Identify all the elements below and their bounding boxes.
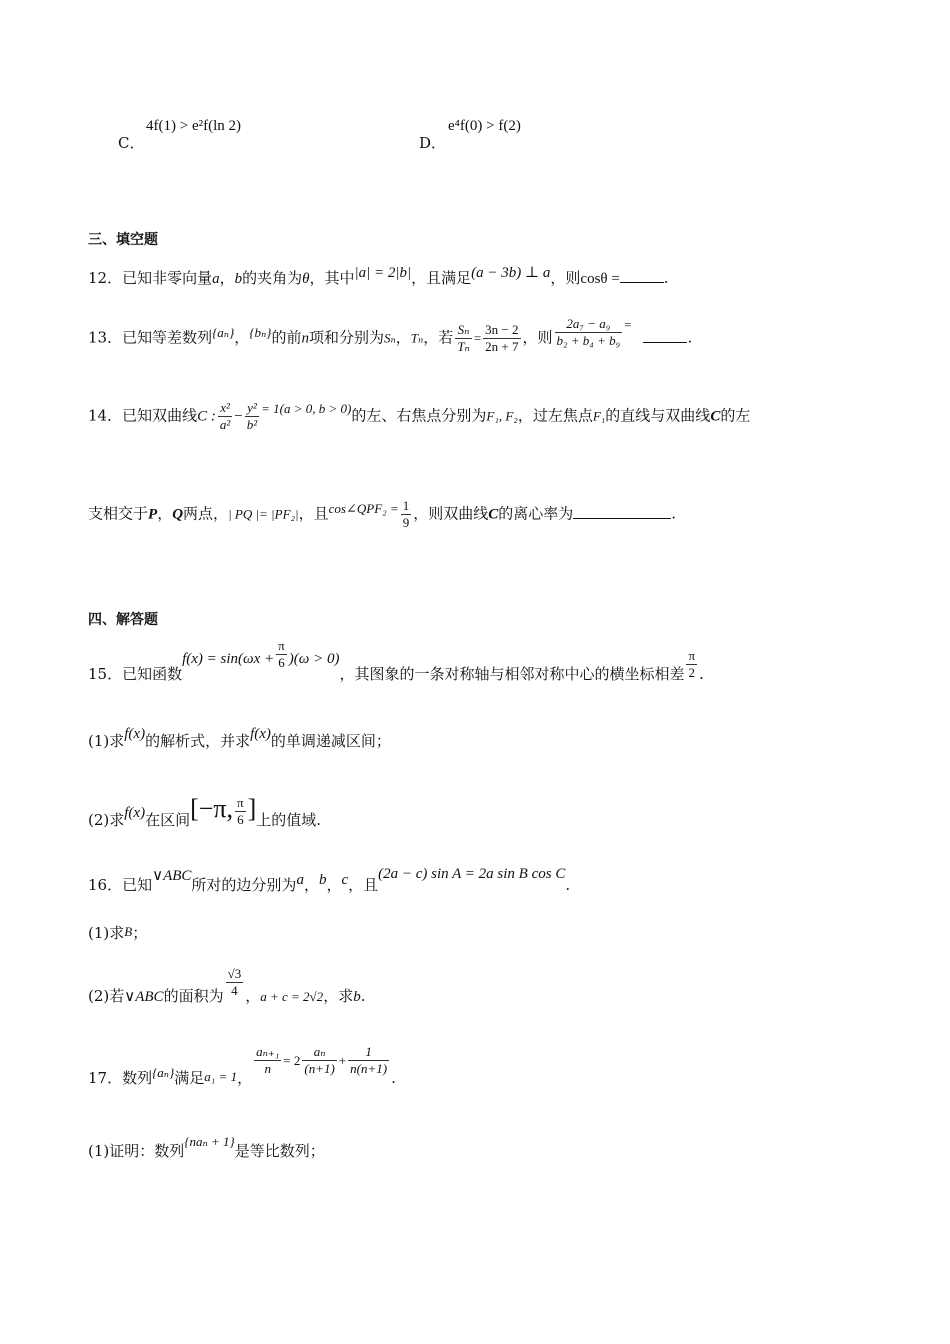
q16-c: c (341, 872, 349, 888)
q13-seq-b: {bₙ} (249, 324, 272, 340)
q14-foci: F₁, F₂ (486, 408, 518, 424)
q12-text: 已知非零向量 (122, 269, 213, 287)
q17-middle-fraction (302, 1044, 336, 1077)
q17-r-num: 1 (348, 1044, 389, 1061)
q15-p1-text: (1)求 (88, 732, 125, 750)
q14-P: P (148, 506, 158, 523)
q12-vector-b: b (234, 271, 243, 287)
q15-p1-text: 的单调递减区间； (270, 732, 391, 750)
q15-six: 6 (278, 655, 285, 670)
q13-Tn: Tₙ (410, 330, 424, 346)
q16-B: B (124, 924, 133, 939)
q15-part-2 (88, 780, 322, 829)
q16-equation: (2a − c) sin A = 2a sin B cos C (378, 866, 566, 882)
q12-text: ，则 (550, 269, 581, 287)
q13-query-fraction (555, 316, 623, 349)
q13-ratio-fraction (455, 322, 472, 355)
q15-pi: π (278, 638, 285, 653)
q15-text: 已知函数 (122, 664, 183, 683)
q14-text: 的直线与双曲线 (605, 406, 711, 425)
q14-text: 的左、右焦点分别为 (351, 406, 487, 425)
q15-interval-left: [−π, (190, 794, 234, 823)
q13-value-den: 2n + 7 (485, 339, 519, 354)
q16-triangle: ∨ABC (152, 868, 192, 884)
q17-l-num: aₙ₊₁ (256, 1044, 280, 1059)
q15-interval-pi-sixth (235, 795, 246, 828)
q15-condition: )(ω > 0) (288, 650, 340, 667)
option-d-label: D． (419, 134, 447, 152)
q12-condition-2: (a − 3b) ⊥ a (471, 265, 551, 281)
q14-answer-blank[interactable] (573, 502, 671, 519)
q16-text: 所对的边分别为 (191, 876, 297, 894)
q17-p1-text: 是等比数列； (234, 1142, 325, 1160)
q17-text: 数列 (122, 1068, 153, 1087)
q14-Q: Q (172, 506, 184, 523)
q16-p2-text: . (360, 986, 366, 1005)
q13-text: 项和分别为 (308, 328, 384, 347)
q16-part-1 (88, 922, 147, 943)
q16-p1-text: ； (132, 924, 148, 942)
question-14-line-2 (88, 498, 676, 531)
q13-query-den: b₂ + b₄ + b₉ (556, 333, 621, 348)
q17-l-den: n (264, 1061, 271, 1076)
q13-end: . (687, 328, 693, 347)
q14-cos: cos∠QPF₂ = (328, 500, 399, 516)
q17-right-fraction (348, 1044, 389, 1077)
q13-Sn: Sₙ (384, 330, 396, 346)
q15-interval-right: ] (247, 794, 257, 823)
q15-p1-fx: f(x) (250, 726, 271, 742)
q13-value-fraction (483, 322, 520, 355)
q17-seq: {aₙ} (152, 1064, 175, 1080)
q16-triangle: ∨ABC (124, 988, 164, 1005)
q16-a: a (296, 872, 304, 888)
q16-text: ， (303, 876, 319, 894)
q14-text: 两点， (183, 504, 229, 523)
q14-f1: F₁ (592, 408, 606, 424)
q17-r-den: n(n+1) (350, 1061, 388, 1076)
q12-number: 12． (88, 269, 123, 287)
q13-seq-a: {aₙ} (212, 324, 235, 340)
q17-plus: + (338, 1052, 347, 1068)
q16-text: 已知 (122, 876, 153, 894)
q15-p2-text: 在区间 (145, 811, 191, 829)
question-16 (88, 866, 571, 894)
q13-text: ，则 (522, 328, 553, 347)
q12-answer-blank[interactable] (620, 266, 664, 283)
q16-p1-text: (1)求 (88, 924, 125, 942)
q14-condition: = 1(a > 0, b > 0) (261, 400, 352, 416)
q15-half-pi (686, 648, 697, 681)
q15-p1-fx: f(x) (124, 726, 146, 742)
q13-ratio-num: Sₙ (455, 322, 472, 339)
q14-cos-num: 1 (402, 498, 410, 513)
q13-number: 13． (88, 328, 123, 347)
q16-text: ，且 (348, 876, 379, 894)
option-c-expr: 4f(1) > e²f(ln 2) (146, 118, 242, 134)
q16-p2-text: ，求 (323, 986, 354, 1005)
option-c-label: C． (118, 134, 145, 152)
q12-text: 的夹角为 (242, 269, 303, 287)
option-d (419, 132, 446, 153)
q13-text: ， (234, 328, 250, 347)
q14-end: . (671, 504, 677, 523)
q13-query-eq: = (624, 316, 632, 332)
q13-eq: = (473, 330, 482, 346)
q17-text: 满足 (174, 1068, 205, 1087)
q13-text: ，若 (423, 328, 454, 347)
q17-p1-text: (1)证明：数列 (88, 1142, 185, 1160)
q14-y-den: b² (246, 417, 258, 432)
question-14-line-1 (88, 400, 750, 433)
q16-four: 4 (231, 983, 238, 998)
option-d-expr: e⁴f(0) > f(2) (448, 118, 521, 134)
q15-pi: π (688, 648, 696, 663)
q14-C: C (488, 506, 499, 523)
question-15 (88, 638, 704, 683)
q13-text: 已知等差数列 (122, 328, 213, 347)
q17-eq: = 2 (283, 1052, 301, 1068)
q17-a1: a₁ = 1 (204, 1068, 238, 1084)
q15-number: 15． (88, 664, 123, 683)
q14-minus: − (234, 408, 243, 425)
q13-query-num: 2a₇ − a₉ (555, 316, 623, 333)
q14-cos-den: 9 (402, 515, 410, 530)
q14-text: 的离心率为 (498, 504, 574, 523)
q15-two: 2 (688, 665, 695, 680)
q16-p2-text: (2)若 (88, 986, 125, 1005)
q14-y-fraction (245, 400, 259, 433)
q12-end: . (663, 269, 669, 287)
q16-number: 16． (88, 876, 123, 894)
q17-seq-2: {naₙ + 1} (184, 1134, 235, 1149)
q15-p1-text: 的解析式，并求 (145, 732, 251, 750)
q12-text: ， (219, 269, 235, 287)
q12-ask: cosθ = (580, 271, 620, 287)
q17-text: ， (237, 1068, 253, 1087)
q14-text: ，过左焦点 (517, 406, 593, 425)
q12-vector-a: a (212, 271, 220, 287)
q14-cos-fraction (401, 498, 412, 531)
q12-text: ，其中 (309, 269, 355, 287)
q16-area-fraction (226, 966, 244, 999)
q15-pi-sixth (276, 638, 287, 671)
q17-number: 17． (88, 1068, 123, 1087)
q12-theta: θ (302, 271, 310, 287)
q16-b: b (353, 988, 361, 1005)
q17-end: . (391, 1068, 396, 1087)
q14-number: 14． (88, 406, 123, 425)
q14-text: 的左 (720, 406, 751, 425)
q14-text: ，则双曲线 (413, 504, 489, 523)
q15-text: ，其图象的一条对称轴与相邻对称中心的横坐标相差 (339, 664, 685, 683)
q15-end: . (699, 664, 704, 683)
q16-sqrt3: √3 (227, 966, 242, 981)
q16-sum: a + c = 2√2 (260, 988, 324, 1004)
q13-text: ， (395, 328, 411, 347)
q17-m-num: aₙ (302, 1044, 336, 1061)
q14-x-den: a² (219, 417, 231, 432)
q17-part-1 (88, 1134, 325, 1161)
q17-left-fraction (254, 1044, 281, 1077)
q15-p2-fx: f(x) (124, 805, 146, 821)
q16-part-2 (88, 958, 366, 1005)
q14-x-fraction (218, 400, 232, 433)
q15-p2-text: (2)求 (88, 811, 125, 829)
q14-text: 支相交于 (88, 504, 149, 523)
q16-p2-text: 的面积为 (163, 986, 224, 1005)
q15-p2-text: 上的值域. (256, 811, 322, 829)
option-c (118, 132, 144, 153)
q15-part-1 (88, 726, 391, 751)
question-12 (88, 266, 669, 288)
question-17 (88, 1040, 396, 1087)
q15-function: f(x) = sin(ωx + (182, 650, 275, 667)
q14-curve-label: C : (197, 408, 216, 425)
q16-p2-text: ， (245, 986, 261, 1005)
q16-b: b (318, 872, 327, 888)
q14-text: ，且 (298, 504, 329, 523)
q12-text: ，且满足 (411, 269, 472, 287)
q12-condition-1: |a| = 2|b| (354, 265, 412, 281)
q14-y-num: y² (245, 400, 259, 417)
section-fill-in-title: 三、填空题 (88, 232, 158, 248)
q13-n: n (301, 330, 309, 347)
q13-text: 的前 (271, 328, 302, 347)
q14-pq: | PQ |= |PF₂| (228, 506, 299, 522)
q13-value-num: 3n − 2 (485, 322, 519, 337)
q15-six: 6 (237, 811, 244, 827)
question-13 (88, 316, 693, 355)
q16-text: ， (326, 876, 342, 894)
q13-ratio-den: Tₙ (457, 339, 470, 354)
q14-x-num: x² (218, 400, 232, 417)
q14-text: ， (157, 504, 173, 523)
q14-C: C (710, 408, 721, 425)
q17-m-den: (n+1) (304, 1061, 335, 1076)
q13-answer-blank[interactable] (643, 326, 687, 343)
section-answer-title: 四、解答题 (88, 612, 158, 628)
q14-text: 已知双曲线 (122, 406, 198, 425)
q16-end: . (565, 876, 571, 894)
q15-pi: π (237, 794, 244, 810)
